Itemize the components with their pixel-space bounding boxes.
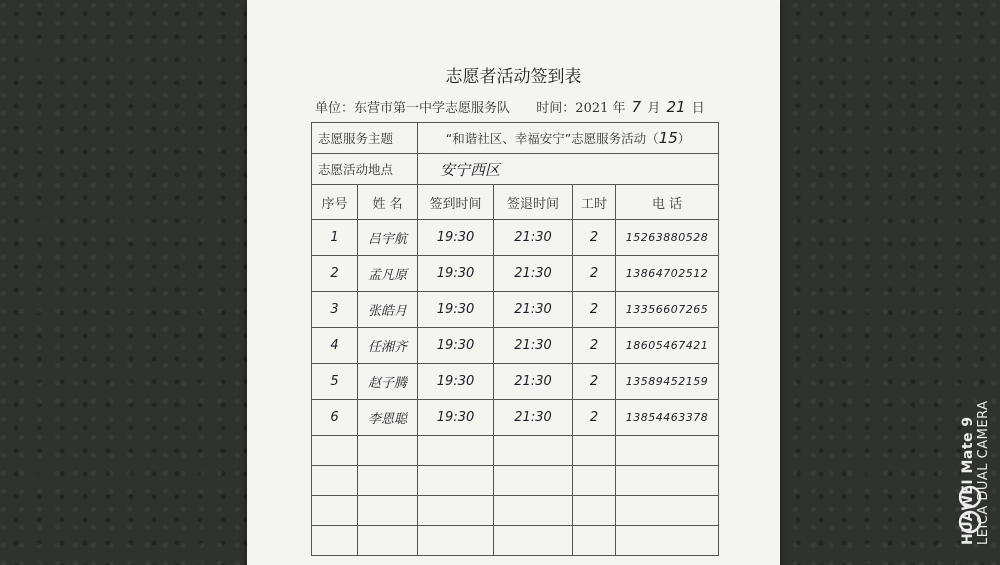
sheet-title: 志愿者活动签到表: [445, 67, 582, 87]
row-hours: 2: [573, 328, 616, 364]
row-hours: 2: [573, 292, 616, 328]
row-sign-in: 19:30: [418, 328, 494, 364]
theme-close: ）: [677, 131, 691, 146]
row-name: 张皓月: [358, 292, 418, 328]
leica-logo-icon: [957, 484, 983, 536]
row-sign-out: 21:30: [494, 328, 573, 364]
column-header-row: [312, 185, 719, 220]
place-row: [312, 154, 719, 185]
row-number: 3: [312, 292, 358, 328]
row-phone: 13864702512: [616, 256, 719, 292]
row-sign-in: 19:30: [418, 256, 494, 292]
row-sign-out: 21:30: [494, 400, 573, 436]
place-label: 志愿活动地点: [312, 154, 418, 185]
col-number: 序号: [312, 185, 358, 220]
row-sign-out: 21:30: [494, 292, 573, 328]
row-name: 李恩聪: [358, 400, 418, 436]
row-sign-out: 21:30: [494, 220, 573, 256]
empty-row: [312, 526, 719, 556]
unit-label: 单位：东营市第一中学志愿服务队: [315, 101, 511, 116]
watermark-camera: LEICA DUAL CAMERA: [976, 400, 991, 545]
col-phone: 电 话: [616, 185, 719, 220]
theme-label: 志愿服务主题: [312, 123, 418, 154]
row-hours: 2: [573, 400, 616, 436]
table-row: [312, 220, 719, 256]
sign-in-sheet: [247, 0, 780, 565]
row-phone: 15263880528: [616, 220, 719, 256]
theme-row: [312, 123, 719, 154]
empty-row: [312, 436, 719, 466]
row-number: 6: [312, 400, 358, 436]
row-number: 4: [312, 328, 358, 364]
watermark-model: HUAWEI Mate 9: [960, 416, 976, 545]
row-phone: 13356607265: [616, 292, 719, 328]
theme-text: “和谐社区、幸福安宁”志愿服务活动（: [445, 131, 659, 146]
header-line: [315, 97, 707, 116]
row-name: 吕宇航: [358, 220, 418, 256]
row-phone: 13854463378: [616, 400, 719, 436]
row-sign-in: 19:30: [418, 364, 494, 400]
table-row: [312, 292, 719, 328]
row-phone: 18605467421: [616, 328, 719, 364]
row-number: 1: [312, 220, 358, 256]
day-value: 21: [666, 98, 686, 116]
theme-number: 15: [658, 129, 678, 147]
row-sign-in: 19:30: [418, 220, 494, 256]
row-name: 任湘齐: [358, 328, 418, 364]
empty-row: [312, 466, 719, 496]
row-name: 孟凡原: [358, 256, 418, 292]
table-row: [312, 364, 719, 400]
col-hours: 工时: [573, 185, 616, 220]
row-sign-out: 21:30: [494, 364, 573, 400]
table-row: [312, 400, 719, 436]
row-name: 赵子腾: [358, 364, 418, 400]
row-hours: 2: [573, 256, 616, 292]
place-value: 安宁西区: [418, 154, 719, 185]
sign-in-table: [311, 122, 719, 556]
empty-row: [312, 496, 719, 526]
row-hours: 2: [573, 364, 616, 400]
month-value: 7: [631, 98, 642, 116]
row-number: 2: [312, 256, 358, 292]
row-phone: 13589452159: [616, 364, 719, 400]
table-row: [312, 328, 719, 364]
table-row: [312, 256, 719, 292]
row-number: 5: [312, 364, 358, 400]
row-hours: 2: [573, 220, 616, 256]
row-sign-in: 19:30: [418, 292, 494, 328]
month-suffix: 月: [647, 101, 661, 116]
theme-value: [418, 123, 719, 154]
row-sign-in: 19:30: [418, 400, 494, 436]
col-sign-out: 签退时间: [494, 185, 573, 220]
time-label: 时间：2021 年: [536, 101, 626, 116]
col-sign-in: 签到时间: [418, 185, 494, 220]
row-sign-out: 21:30: [494, 256, 573, 292]
day-suffix: 日: [691, 101, 705, 116]
col-name: 姓 名: [358, 185, 418, 220]
